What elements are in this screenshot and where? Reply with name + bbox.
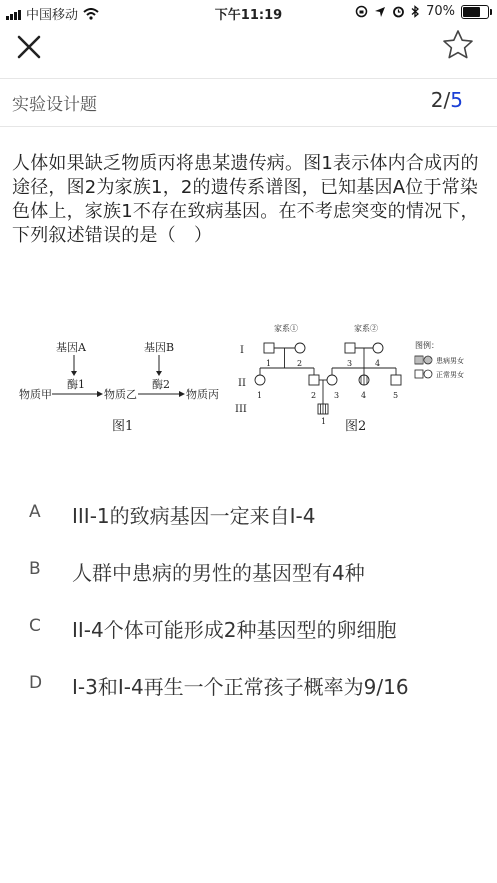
question-figure [12,318,492,438]
option-c[interactable] [0,614,497,654]
substance-b-label: 物质乙 [104,388,137,401]
question-type-label: 实验设计题 [12,95,97,115]
pedigree-ii5-male [391,375,401,385]
figure1 [19,340,219,434]
svg-text:1: 1 [257,391,263,400]
nav-divider [0,78,497,79]
pedigree-ii2-male [309,375,319,385]
battery-fill [463,7,480,17]
svg-text:5: 5 [393,391,399,400]
pedigree-i4-female [373,343,383,353]
generation-1-label: I [240,345,244,356]
option-b[interactable] [0,557,497,597]
current-index: 2 [430,88,444,112]
gene-b-label: 基因B [144,341,175,354]
carrier-label: 中国移动 [26,8,79,23]
option-text: 人群中患病的男性的基因型有4种 [72,561,365,585]
figure2-caption: 图2 [345,419,367,434]
option-text: II-4个体可能形成2种基因型的卵细胞 [72,618,397,642]
pedigree-ii1-female [255,375,265,385]
pedigree-ii3-female [327,375,337,385]
substance-a-label: 物质甲 [19,388,52,401]
pedigree-i1-male [264,343,274,353]
option-letter: D [29,673,43,693]
legend-normal-male [415,370,423,378]
svg-text:2: 2 [311,391,317,400]
rotation-lock-icon [355,5,368,18]
legend-affected-label: 患病男女 [436,357,464,365]
option-letter: B [29,559,41,579]
pedigree-i2-female [295,343,305,353]
family2-label: 家系② [354,324,378,333]
legend-title: 图例： [415,341,439,350]
question-progress [431,88,463,112]
family1-label: 家系① [274,324,298,333]
progress-separator: / [443,88,451,112]
svg-text:4: 4 [361,391,367,400]
header-divider [0,126,497,127]
option-text: I-3和I-4再生一个正常孩子概率为9/16 [72,675,409,699]
substance-c-label: 物质丙 [186,388,219,401]
option-a[interactable] [0,500,497,540]
svg-text:1: 1 [321,417,327,426]
enzyme2-label: 酶2 [152,378,170,391]
location-icon [374,6,386,18]
question-stem: 人体如果缺乏物质丙将患某遗传病。图1表示体内合成丙的途径，图2为家族1，2的遗传系谱图，已知基因A位于常染色体上，家族1不存在致病基因。在不考虑突变的情况下，下列叙述错误的是（ ） [12,153,479,246]
svg-text:1: 1 [266,359,272,368]
star-icon[interactable] [441,28,475,62]
legend-normal-female [424,370,432,378]
option-d[interactable] [0,671,497,711]
close-icon[interactable] [12,30,46,64]
figure1-caption: 图1 [112,419,134,434]
option-letter: C [29,616,41,636]
alarm-icon [392,5,405,18]
total-count: 5 [450,88,463,112]
option-letter: A [29,502,41,522]
status-bar [0,0,497,26]
generation-2-label: II [238,378,246,389]
bluetooth-icon [411,5,420,18]
generation-3-label: III [235,404,247,415]
svg-text:3: 3 [347,359,353,368]
svg-text:3: 3 [334,391,340,400]
svg-text:2: 2 [297,359,303,368]
legend-normal-label: 正常男女 [436,371,464,379]
gene-a-label: 基因A [56,341,86,354]
pedigree-i3-male [345,343,355,353]
status-time: 下午11:19 [214,8,283,23]
option-text: III-1的致病基因一定来自I-4 [72,504,316,528]
svg-text:4: 4 [375,359,381,368]
battery-icon [461,5,489,19]
figure2 [235,323,464,434]
enzyme1-label: 酶1 [67,378,85,391]
status-right [355,4,489,19]
battery-percent: 70% [426,4,455,19]
nav-bar [0,26,497,78]
